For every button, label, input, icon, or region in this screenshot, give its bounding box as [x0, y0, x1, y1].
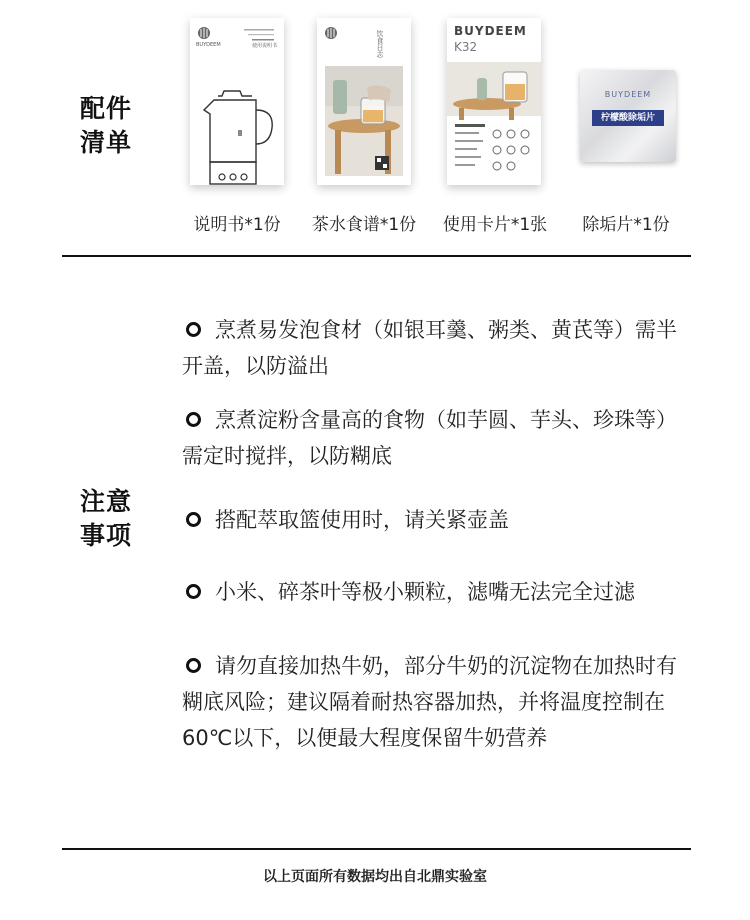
descaler-caption: 除垢片*1份: [582, 215, 670, 235]
descaler-pack: [580, 70, 676, 162]
bullet-circle-icon: [186, 512, 201, 527]
bullet-circle-icon: [186, 658, 201, 673]
divider-top: [62, 255, 691, 257]
note-text: 烹煮易发泡食材（如银耳羹、粥类、黄芪等）需半开盖，以防溢出: [182, 318, 677, 378]
note-item: [182, 648, 694, 756]
recipe-card: [317, 18, 411, 185]
recipe-photo: [317, 18, 411, 185]
accessories-title: 配件 清单: [80, 94, 133, 157]
note-item: [182, 312, 694, 384]
recipe-card-text: 饮食日志: [376, 30, 384, 58]
descaler-pack-label: 柠檬酸除垢片: [592, 110, 664, 126]
manual-card: [190, 18, 284, 185]
note-text: 请勿直接加热牛奶，部分牛奶的沉淀物在加热时有糊底风险；建议隔着耐热容器加热，并将温度控制在 60℃以下，以便最大程度保留牛奶营养: [182, 654, 677, 750]
recipe-caption: 茶水食谱*1份: [311, 215, 417, 235]
manual-card-text: 使用说明书: [252, 43, 278, 49]
descaler-brand: BUYDEEM: [604, 90, 652, 99]
note-item: [182, 502, 694, 538]
accessory-usage-card: [447, 18, 541, 185]
note-item: [182, 402, 694, 474]
divider-bottom: [62, 848, 691, 850]
footer-note: 以上页面所有数据均出自北鼎实验室: [263, 869, 487, 885]
note-item: [182, 574, 694, 610]
usage-card: [447, 18, 541, 185]
usage-card-model: K32: [454, 40, 478, 54]
manual-brand: BUYDEEM: [196, 42, 221, 48]
note-text: 小米、碎茶叶等极小颗粒，滤嘴无法完全过滤: [215, 580, 635, 604]
usage-card-brand: BUYDEEM: [454, 24, 527, 38]
bullet-circle-icon: [186, 584, 201, 599]
usage-card-caption: 使用卡片*1张: [442, 215, 548, 235]
accessory-manual: [190, 18, 284, 185]
manual-caption: 说明书*1份: [193, 215, 281, 235]
note-text: 烹煮淀粉含量高的食物（如芋圆、芋头、珍珠等）需定时搅拌，以防糊底: [182, 408, 677, 468]
note-text: 搭配萃取篮使用时，请关紧壶盖: [215, 508, 509, 532]
bullet-circle-icon: [186, 412, 201, 427]
bullet-circle-icon: [186, 322, 201, 337]
notes-title: 注意 事项: [80, 487, 133, 550]
accessory-recipe: [317, 18, 411, 185]
accessory-descaler: [580, 70, 676, 162]
